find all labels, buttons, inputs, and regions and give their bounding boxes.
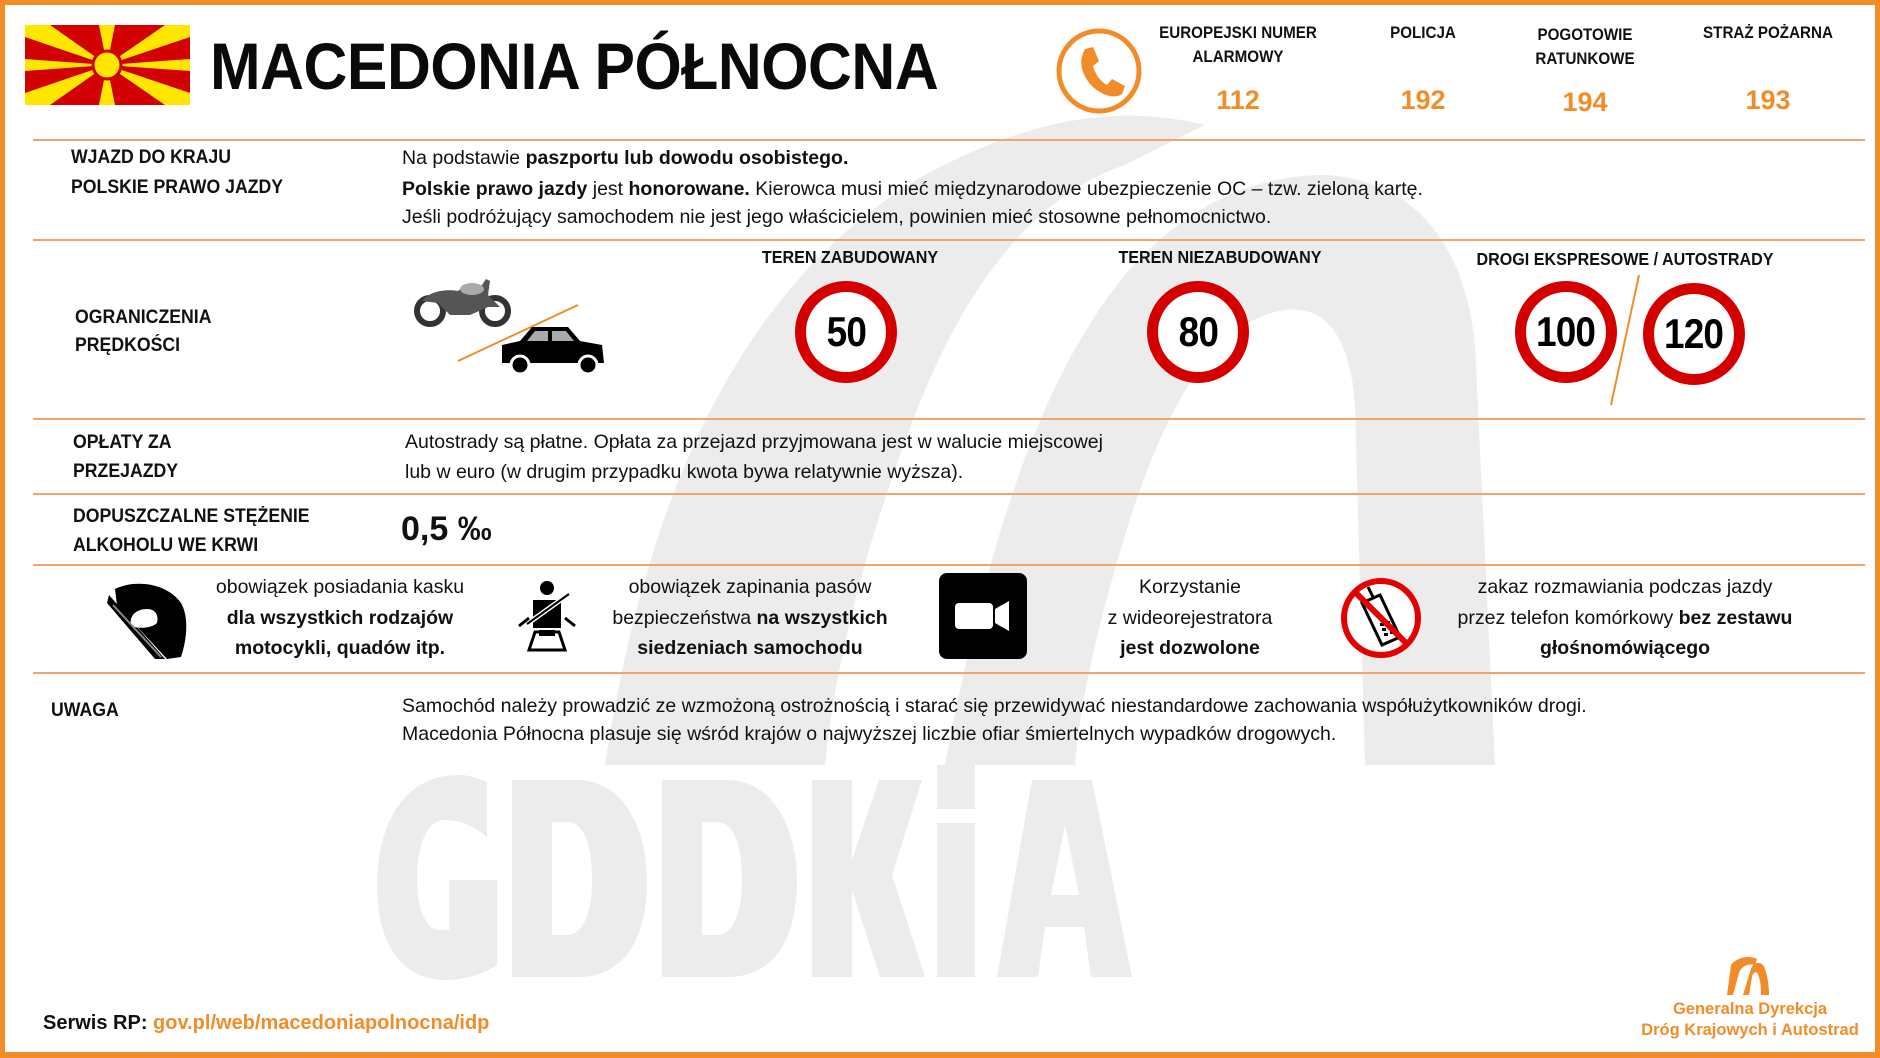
- license-label: POLSKIE PRAWO JAZDY: [71, 177, 284, 198]
- divider: [33, 493, 1865, 495]
- speed-label-2: PRĘDKOŚCI: [75, 335, 181, 356]
- tolls-text-line1: Autostrady są płatne. Opłata za przejazd przyjmowana jest w walucie miejscowej: [405, 431, 1103, 453]
- rule-helmet-text: obowiązek posiadania kasku dla wszystkich rodzajów motocykli, quadów itp.: [215, 576, 465, 659]
- speed-sign-motorway: 120: [1643, 283, 1745, 385]
- speed-sign-expressway: 100: [1515, 281, 1617, 383]
- service-link[interactable]: gov.pl/web/macedoniapolnocna/idp: [153, 1012, 490, 1034]
- tolls-label-2: PRZEJAZDY: [73, 461, 179, 482]
- alcohol-label: DOPUSZCZALNE STĘŻENIE: [73, 506, 310, 527]
- divider: [33, 418, 1865, 420]
- phone-icon: [1055, 27, 1143, 115]
- emergency-number: 112: [1216, 85, 1260, 115]
- entry-text-line1: Na podstawie paszportu lub dowodu osobistego.: [402, 147, 849, 169]
- note-text-line1: Samochód należy prowadzić ze wzmożoną ostrożnością i starać się przewidywać niestandardowe zachowania współużytkowników drogi.: [402, 695, 1587, 717]
- motorcycle-car-icon: [410, 273, 610, 378]
- motorcycle-icon: [417, 279, 508, 324]
- zone-title-rural: TEREN NIEZABUDOWANY: [1118, 247, 1322, 267]
- emergency-number-fire: STRAŻ POŻARNA 193: [1668, 21, 1868, 117]
- seatbelt-icon: [515, 580, 579, 652]
- divider: [33, 564, 1865, 566]
- tolls-label: OPŁATY ZA: [73, 432, 172, 453]
- entry-label: WJAZD DO KRAJU: [71, 147, 232, 168]
- alcohol-limit-value: 0,5 ‰: [401, 510, 492, 548]
- gddkia-logo-icon: [1727, 955, 1773, 995]
- note-label: UWAGA: [51, 700, 119, 721]
- entry-text-line2: Polskie prawo jazdy jest honorowane. Kierowca musi mieć międzynarodowe ubezpieczenie OC – tzw. zieloną kartę.: [402, 178, 1423, 200]
- page-title: MACEDONIA PÓŁNOCNA: [210, 29, 939, 103]
- rule-seatbelt-text: obowiązek zapinania pasów bezpieczeństwa na wszystkich siedzeniach samochodu: [612, 576, 888, 659]
- speed-sign-rural: 80: [1147, 281, 1249, 383]
- tolls-text-line2: lub w euro (w drugim przypadku kwota bywa relatywnie wyższa).: [405, 461, 964, 483]
- emergency-number-police: POLICJA 192: [1323, 21, 1523, 117]
- note-text-line2: Macedonia Północna plasuje się wśród krajów o najwyższej liczbie ofiar śmiertelnych wypadków drogowych.: [402, 723, 1337, 745]
- divider: [33, 672, 1865, 674]
- no-phone-icon: [1338, 575, 1424, 661]
- emergency-number: 193: [1745, 85, 1791, 115]
- divider: [33, 139, 1865, 141]
- video-camera-icon: [939, 573, 1027, 659]
- speed-sign-urban: 50: [795, 281, 897, 383]
- entry-text-line3: Jeśli podróżujący samochodem nie jest jego właścicielem, powinien mieć stosowne pełnomocnictwo.: [402, 206, 1272, 228]
- emergency-number: 192: [1400, 85, 1446, 115]
- rule-no-phone-text: zakaz rozmawiania podczas jazdy przez telefon komórkowy bez zestawu głośnomówiącego: [1457, 576, 1793, 659]
- north-macedonia-flag-icon: [25, 25, 190, 105]
- service-link-row: [43, 1012, 489, 1035]
- service-label: Serwis RP:: [43, 1012, 154, 1034]
- speed-label: OGRANICZENIA: [75, 307, 212, 328]
- zone-title-expressway: DROGI EKSPRESOWE / AUTOSTRADY: [1476, 249, 1774, 269]
- alcohol-label-2: ALKOHOLU WE KRWI: [73, 535, 259, 556]
- emergency-number-ambulance: POGOTOWIE RATUNKOWE 194: [1485, 23, 1685, 119]
- rule-dashcam-text: Korzystanie z wideorejestratora jest dozwolone: [1107, 576, 1273, 659]
- gddkia-logo: Generalna Dyrekcja Dróg Krajowych i Autostrad: [1615, 955, 1880, 1041]
- emergency-number-european: EUROPEJSKI NUMER ALARMOWY 112: [1138, 21, 1338, 117]
- zone-title-urban: TEREN ZABUDOWANY: [761, 247, 939, 267]
- slash-divider: [1605, 273, 1645, 407]
- divider: [33, 239, 1865, 241]
- helmet-icon: [105, 581, 189, 661]
- emergency-number: 194: [1562, 87, 1608, 117]
